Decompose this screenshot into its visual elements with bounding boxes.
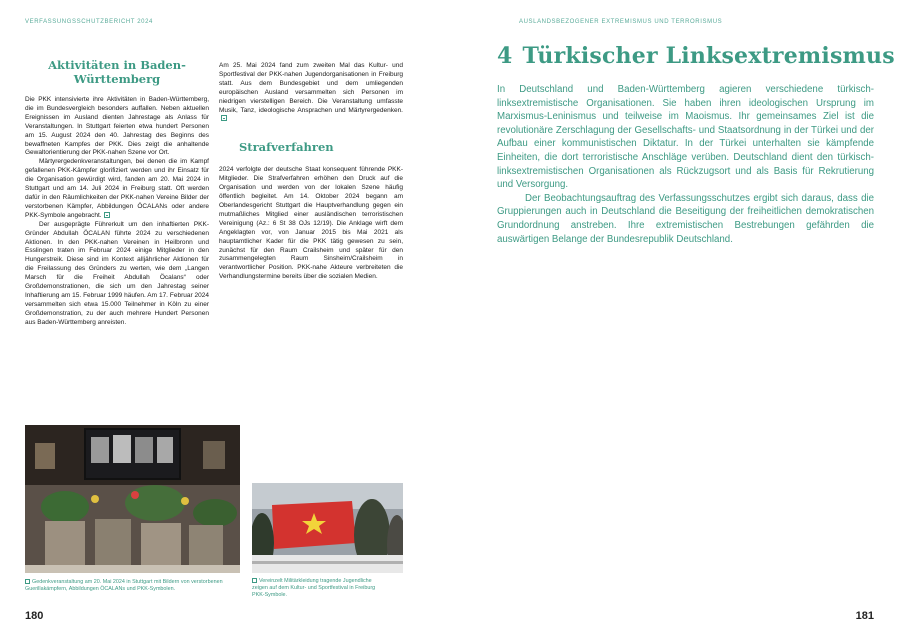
photo-memorial-event [25,425,240,573]
running-header-left: VERFASSUNGSSCHUTZBERICHT 2024 [25,19,153,25]
page-number-left: 180 [25,610,44,622]
running-header-right: AUSLANDSBEZOGENER EXTREMISMUS UND TERRORISMUS [519,19,723,25]
section-heading-activities: Aktivitäten in Baden-Württemberg [48,58,186,86]
document-icon[interactable] [221,115,227,121]
chapter-title-text: Türkischer Linksextremismus [522,43,895,69]
paragraph: Der ausgeprägte Führerkult um den inhaftierten PKK-Gründer Abdullah ÖCALAN führte 2024 zu verschiedenen Aktionen. In den PKK-nahen Vereinen in Heilbronn und Esslingen traten im Februar 2024 einige Mitglieder in den Hungerstreik. Diese sind im Kontext alljährlicher Aktionen für die Freilassung des Gründers zu werten, wie dem „Langen Marsch für die Freiheit Abdullah Öcalans“ oder Großdemonstrationen, die sich um den Jahrestag seiner Inhaftierung am 15. Februar 1999 häufen. Am 17. Februar 2024 versammelten sich etwa 15.000 Teilnehmer in Köln zu einer Großdemonstration, zu der auch mehrere Hundert Personen aus Baden-Württemberg anreisten. [25,220,209,326]
paragraph [25,158,209,220]
intro-paragraph: In Deutschland und Baden-Württemberg agieren verschiedene türkisch-linksextremistische Organisationen. Sie haben ihren ideologischen Ursprung im Marxismus-Leninismus und teilweise im Maoismus. Ihr gemeinsames Ziel ist die revolutionäre Zerschlagung der Gesellschafts- und Staatsordnung in der Türkei und der Aufbau einer kommunistischen Diktatur. In der Türkei unterhalten sie kämpfende Einheiten, die dort terroristische Anschläge verüben. Deutschland dient den türkisch-linksextremistischen Organisationen als Rückzugsort und als Basis für Rekrutierung und Versorgung. [497,84,874,191]
chapter-intro [497,83,874,246]
youth-flag-photo-illustration [252,483,403,573]
paragraph: Die PKK intensivierte ihre Aktivitäten in Baden-Württemberg, die im Bundesvergleich besonders auffallen. Neben aktuellen Ereignissen im Ausland dienten Jahrestage als Anlass für Veranstaltungen. In Stuttgart feierten etwa hundert Personen am 15. August 2024 den 40. Jahrestag des Beginns des bewaffneten Kampfes der PKK. Dies zeigt die anhaltende Gewaltorientierung der PKK-nahen Szene vor Ort. [25,96,209,157]
paragraph [219,62,403,124]
chapter-title [497,43,895,69]
paragraph-text: Am 25. Mai 2024 fand zum zweiten Mal das Kultur- und Sportfestival der PKK-nahen Jugendorganisationen in Freiburg statt. Aus dem Bundesgebiet und dem umliegenden europäischen Ausland versammelten sich Personen im niedrigen vierstelligen Bereich. Die Veranstaltung umfasste Musik, Tanz, ideologische Ansprachen und Märtyrergedenken. [219,62,403,114]
chapter-number: 4 [497,43,513,69]
caption-memorial [25,579,240,593]
paragraph: 2024 verfolgte der deutsche Staat konsequent führende PKK-Mitglieder. Die Strafverfahren erhöhen den Druck auf die Organisation und werden von der lokalen Szene häufig öffentlich begleitet. Am 14. Oktober 2024 begann am Oberlandesgericht Stuttgart die Hauptverhandlung gegen ein mutmaßliches Mitglied einer ausländischen terroristischen Vereinigung (Az.: 6 St 38 OJs 12/19). Die Anklage wirft dem Angeklagten vor, von Januar 2015 bis Mai 2021 als hauptamtlicher Kader für die PKK tätig gewesen zu sein, zunächst für den Raum Crailsheim und später für den zusammengelegten Raum Sinsheim/Crailsheim in verantwortlicher Position. PKK-nahe Akteure verbreiteten die Verhandlungstermine bereits über die sozialen Medien. [219,166,403,281]
caption-youth-flag [252,578,382,599]
caption-text: Vereinzelt Militärkleidung tragende Jugendliche zeigen auf dem Kultur- und Sportfestival in Freiburg PKK-Symbole. [252,578,376,598]
text-column-2 [219,62,403,282]
photo-youth-flag [252,483,403,573]
caption-icon [252,578,257,583]
page-number-right: 181 [855,610,874,622]
text-column-1 [25,96,209,328]
document-icon[interactable] [104,212,110,218]
subheading-strafverfahren: Strafverfahren [239,140,334,155]
intro-paragraph: Der Beobachtungsauftrag des Verfassungsschutzes ergibt sich daraus, dass die Gruppierungen auch in Deutschland die Beseitigung der freiheitlichen demokratischen Grundordnung anstreben. Ihre extremistischen Bestrebungen gefährden die auswärtigen Belange der Bundesrepublik Deutschland. [497,192,874,245]
memorial-photo-illustration [25,425,240,573]
caption-text: Gedenkveranstaltung am 20. Mai 2024 in Stuttgart mit Bildern von verstorbenen Guerillakämpfern, Abbildungen ÖCALANs und PKK-Symbolen. [25,579,223,592]
caption-icon [25,579,30,584]
paragraph-text: Märtyrergedenkveranstaltungen, bei denen die im Kampf gefallenen PKK-Kämpfer glorifiziert werden und ihr Einsatz für die Organisation gewürdigt wird, fanden am 20. Mai 2024 in Stuttgart und am 14. Juli 2024 in Freiburg statt. Oft werden dafür in den Räumlichkeiten der PKK-nahen Vereine Bilder der verstorbenen Kämpfer, Abbildungen ÖCALANs oder andere PKK-Symbole angebracht. [25,158,209,219]
